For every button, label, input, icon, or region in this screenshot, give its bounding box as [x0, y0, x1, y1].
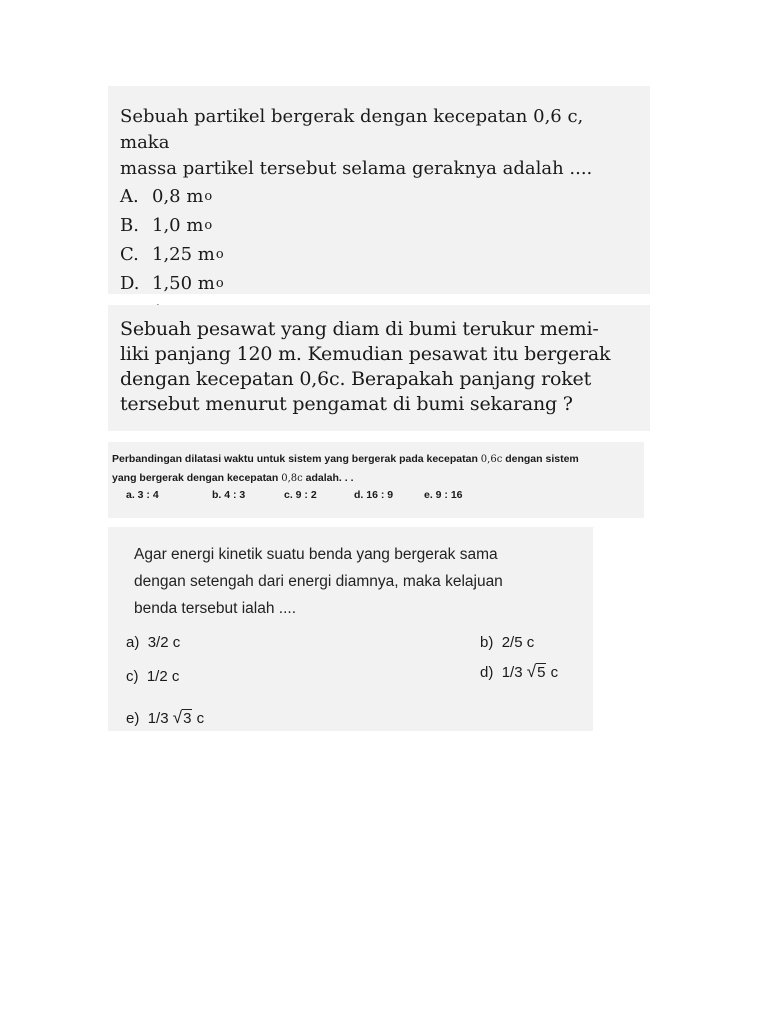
text-run: yang bergerak dengan kecepatan: [112, 472, 282, 484]
option-label: C.: [120, 244, 139, 265]
sqrt-symbol: [527, 662, 547, 682]
question-card-2: [108, 305, 650, 431]
text-run: Perbandingan dilatasi waktu untuk sistem yang bergerak pada kecepatan: [112, 453, 481, 465]
question-1-stem: [120, 104, 638, 182]
option-label: a): [126, 634, 140, 651]
radicand: 5: [537, 664, 546, 681]
question-3-options: [112, 489, 640, 501]
text-run: dengan sistem: [502, 453, 579, 465]
velocity-value: 0,8c: [281, 473, 303, 484]
question-2-line-1: Sebuah pesawat yang diam di bumi terukur memi-: [120, 318, 599, 340]
question-3-option-e: e. 9 : 16: [424, 489, 463, 501]
option-value: 1,25 m: [152, 244, 215, 265]
question-4-option-a: [126, 634, 180, 651]
question-1-line-1: Sebuah partikel bergerak dengan kecepatan 0,6 c, maka: [120, 106, 584, 153]
option-value: 0,8 m: [152, 186, 204, 207]
question-4-option-d: [480, 662, 558, 682]
question-3-option-c: c. 9 : 2: [284, 489, 317, 501]
question-4-row-2: [126, 662, 567, 702]
question-4-stem: [134, 541, 567, 622]
option-label: A.: [120, 186, 139, 207]
option-label: D.: [120, 273, 140, 294]
question-1-option-a: [120, 182, 638, 211]
question-3-line-1: [112, 450, 640, 469]
question-4-row-3: [126, 708, 567, 742]
question-1-option-b: [120, 211, 638, 240]
radical-sign: √: [526, 662, 537, 681]
question-card-4: [108, 527, 593, 731]
option-subscript: o: [215, 276, 224, 291]
question-3-stem: [112, 450, 640, 488]
option-unit: c: [546, 664, 559, 681]
question-card-1: [108, 86, 650, 294]
question-3-option-d: d. 16 : 9: [354, 489, 394, 501]
option-value: 1,0 m: [152, 215, 204, 236]
option-value: 1,50 m: [152, 273, 215, 294]
option-value: 1/3: [147, 710, 173, 727]
option-unit: c: [192, 710, 205, 727]
question-4-line-3: benda tersebut ialah ....: [134, 600, 297, 617]
option-label: B.: [120, 215, 139, 236]
question-4-option-e: [126, 708, 204, 728]
question-2-stem: [120, 317, 638, 417]
option-value: 3/2 c: [147, 634, 181, 651]
option-value: 1/2 c: [146, 668, 180, 685]
question-3-line-2: [112, 469, 640, 488]
question-3-option-b: b. 4 : 3: [212, 489, 246, 501]
question-3-option-a: a. 3 : 4: [126, 489, 159, 501]
option-value: 1/3: [501, 664, 527, 681]
option-subscript: o: [204, 189, 213, 204]
question-1-option-d: [120, 269, 638, 298]
question-4-option-b: [480, 634, 534, 651]
radical-sign: √: [172, 708, 183, 727]
option-label: d): [480, 664, 494, 681]
radicand: 3: [183, 710, 192, 727]
question-2-line-2: liki panjang 120 m. Kemudian pesawat itu bergerak: [120, 343, 611, 365]
text-run: adalah. . .: [302, 472, 354, 484]
option-label: e): [126, 710, 140, 727]
sqrt-symbol: [173, 708, 193, 728]
question-2-line-3: dengan kecepatan 0,6c. Berapakah panjang roket: [120, 368, 592, 390]
option-subscript: o: [215, 247, 224, 262]
velocity-value: 0,6c: [480, 454, 503, 465]
option-value: 2/5 c: [501, 634, 535, 651]
option-label: b): [480, 634, 494, 651]
question-1-line-2: massa partikel tersebut selama geraknya adalah ....: [120, 158, 593, 179]
question-4-line-2: dengan setengah dari energi diamnya, maka kelajuan: [134, 573, 503, 590]
question-card-3: [108, 442, 644, 518]
question-4-option-c: [126, 668, 179, 685]
option-subscript: o: [204, 218, 213, 233]
question-4-line-1: Agar energi kinetik suatu benda yang bergerak sama: [134, 546, 498, 563]
question-2-line-4: tersebut menurut pengamat di bumi sekarang ?: [120, 393, 573, 415]
question-1-option-c: [120, 240, 638, 269]
option-label: c): [126, 668, 139, 685]
